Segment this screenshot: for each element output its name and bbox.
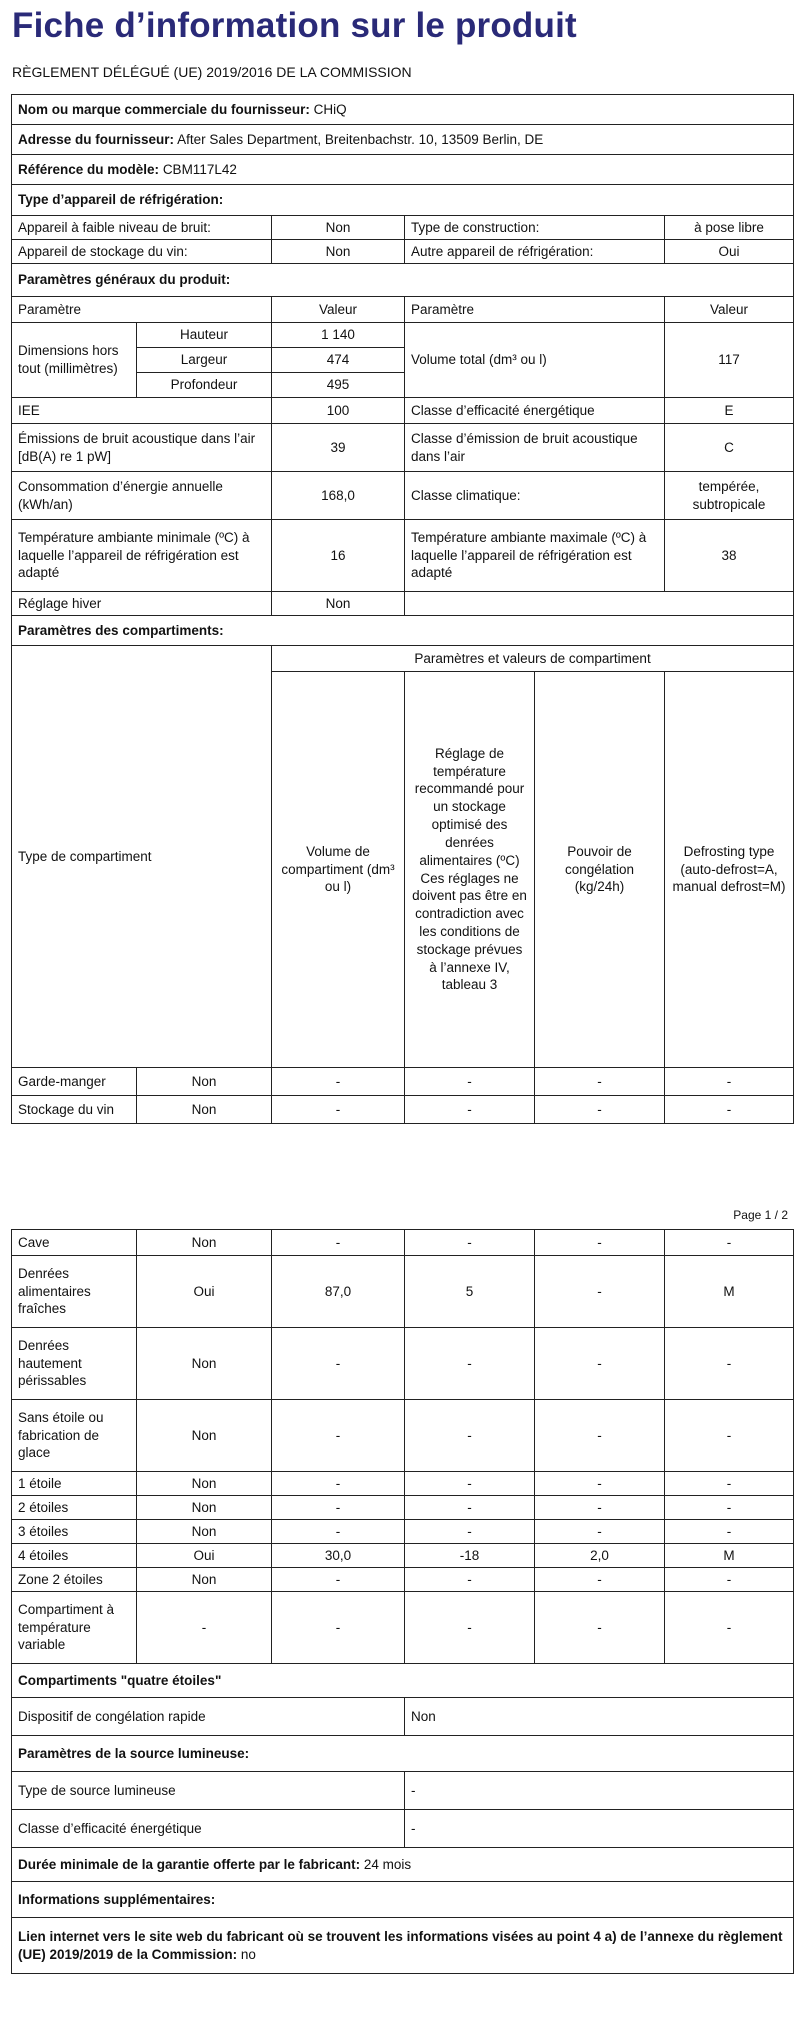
guarantee-label: Durée minimale de la garantie offerte par le fabricant: (18, 1856, 361, 1872)
compartment-name: Sans étoile ou fabrication de glace (12, 1400, 137, 1472)
compartment-present: Non (137, 1068, 272, 1096)
link-row (12, 1918, 794, 1974)
compartment-temp: - (405, 1328, 535, 1400)
compartment-row (12, 1472, 794, 1496)
compartment-temp: - (405, 1096, 535, 1124)
address-value: After Sales Department, Breitenbachstr. 10, 13509 Berlin, DE (177, 131, 544, 147)
winter-value: Non (272, 592, 405, 616)
noise-class-label: Classe d’émission de bruit acoustique dans l’air (405, 424, 665, 472)
regulation-subtitle: RÈGLEMENT DÉLÉGUÉ (UE) 2019/2016 DE LA COMMISSION (12, 64, 412, 80)
energy-class-label: Classe d’efficacité énergétique (405, 398, 665, 424)
light-class-label: Classe d’efficacité énergétique (12, 1810, 405, 1848)
volume-value: 117 (665, 323, 794, 398)
supplier-label: Nom ou marque commerciale du fournisseur: (18, 101, 310, 117)
compartment-freeze: - (535, 1400, 665, 1472)
compartment-freeze: - (535, 1568, 665, 1592)
additional-heading-row (12, 1882, 794, 1918)
compartment-freeze: - (535, 1068, 665, 1096)
model-value: CBM117L42 (162, 161, 237, 177)
appliance-type-heading-row (12, 185, 794, 216)
consumption-label: Consommation d’énergie annuelle (kWh/an) (12, 472, 272, 520)
compartment-row (12, 1328, 794, 1400)
compartment-volume: 87,0 (272, 1256, 405, 1328)
compartment-temp: 5 (405, 1256, 535, 1328)
general-header-row (12, 297, 794, 323)
noise-label: Émissions de bruit acoustique dans l’air [dB(A) re 1 pW] (12, 424, 272, 472)
compartment-temp: - (405, 1068, 535, 1096)
compartment-temp: - (405, 1400, 535, 1472)
noise-row (12, 424, 794, 472)
fast-freeze-value: Non (405, 1698, 794, 1736)
compartment-row (12, 1568, 794, 1592)
energy-class-value: E (665, 398, 794, 424)
compartment-name: 4 étoiles (12, 1544, 137, 1568)
climate-value: tempérée, subtropicale (665, 472, 794, 520)
compartment-present: Non (137, 1496, 272, 1520)
compartment-freeze: - (535, 1096, 665, 1124)
product-info-table-page2 (11, 1229, 794, 1974)
compartment-temp: - (405, 1520, 535, 1544)
compartment-present: Oui (137, 1544, 272, 1568)
compartment-name: Garde-manger (12, 1068, 137, 1096)
guarantee-value: 24 mois (363, 1856, 412, 1872)
max-temp-value: 38 (665, 520, 794, 592)
compartment-defrost: - (665, 1472, 794, 1496)
compartment-name: Denrées alimentaires fraîches (12, 1256, 137, 1328)
compartment-row (12, 1544, 794, 1568)
supplier-value: CHiQ (313, 101, 347, 117)
compartment-defrost: M (665, 1544, 794, 1568)
light-type-value: - (405, 1772, 794, 1810)
consumption-value: 168,0 (272, 472, 405, 520)
guarantee-row (12, 1848, 794, 1882)
compartment-defrost-header: Defrosting type (auto-defrost=A, manual defrost=M) (665, 672, 794, 1068)
compartment-rows-page2 (12, 1230, 794, 1664)
low-noise-row (12, 216, 794, 240)
noise-value: 39 (272, 424, 405, 472)
compartment-row (12, 1400, 794, 1472)
compartment-group-header: Paramètres et valeurs de compartiment (272, 646, 794, 672)
link-value: no (240, 1946, 256, 1962)
compartment-volume: - (272, 1400, 405, 1472)
param-header-2: Paramètre (405, 297, 665, 323)
other-appliance-label: Autre appareil de réfrigération: (405, 240, 665, 264)
winter-row (12, 592, 794, 616)
compartment-volume: - (272, 1328, 405, 1400)
compartment-defrost: - (665, 1068, 794, 1096)
page-number: Page 1 / 2 (733, 1208, 788, 1222)
iee-label: IEE (12, 398, 272, 424)
compartment-present: Non (137, 1096, 272, 1124)
general-heading-row (12, 264, 794, 297)
compartment-name: 2 étoiles (12, 1496, 137, 1520)
light-heading-row (12, 1736, 794, 1772)
value-header-2: Valeur (665, 297, 794, 323)
height-value: 1 140 (272, 323, 405, 348)
compartment-temp: - (405, 1496, 535, 1520)
low-noise-label: Appareil à faible niveau de bruit: (12, 216, 272, 240)
compartment-defrost: - (665, 1496, 794, 1520)
compartment-row (12, 1230, 794, 1256)
wine-value: Non (272, 240, 405, 264)
compartment-defrost: M (665, 1256, 794, 1328)
climate-label: Classe climatique: (405, 472, 665, 520)
four-star-heading: Compartiments "quatre étoiles" (12, 1664, 794, 1698)
height-row (12, 323, 794, 348)
address-row (12, 125, 794, 155)
compartment-freeze: - (535, 1592, 665, 1664)
wine-row (12, 240, 794, 264)
compartment-volume: - (272, 1230, 405, 1256)
compartment-present: Non (137, 1520, 272, 1544)
low-noise-value: Non (272, 216, 405, 240)
compartment-temp: - (405, 1568, 535, 1592)
compartment-volume: - (272, 1068, 405, 1096)
compartment-name: Denrées hautement périssables (12, 1328, 137, 1400)
light-class-value: - (405, 1810, 794, 1848)
compartment-volume: - (272, 1496, 405, 1520)
iee-value: 100 (272, 398, 405, 424)
iee-row (12, 398, 794, 424)
compartment-defrost: - (665, 1400, 794, 1472)
compartment-volume: - (272, 1520, 405, 1544)
depth-label: Profondeur (137, 373, 272, 398)
consumption-row (12, 472, 794, 520)
compartment-temp-header: Réglage de température recommandé pour un stockage optimisé des denrées alimentaires (ºC) Ces réglages ne doivent pas être en contradiction avec les conditions de stockage prévues à l’annexe IV, tableau 3 (405, 672, 535, 1068)
depth-value: 495 (272, 373, 405, 398)
light-type-label: Type de source lumineuse (12, 1772, 405, 1810)
light-type-row (12, 1772, 794, 1810)
compartment-present: Non (137, 1400, 272, 1472)
compartment-freeze: - (535, 1520, 665, 1544)
value-header: Valeur (272, 297, 405, 323)
volume-label: Volume total (dm³ ou l) (405, 323, 665, 398)
compartment-row (12, 1496, 794, 1520)
light-class-row (12, 1810, 794, 1848)
compartment-defrost: - (665, 1328, 794, 1400)
wine-label: Appareil de stockage du vin: (12, 240, 272, 264)
compartment-freeze: - (535, 1328, 665, 1400)
winter-label: Réglage hiver (12, 592, 272, 616)
compartment-volume: - (272, 1472, 405, 1496)
noise-class-value: C (665, 424, 794, 472)
compartment-temp: - (405, 1230, 535, 1256)
compartment-name: 1 étoile (12, 1472, 137, 1496)
compartment-volume: - (272, 1096, 405, 1124)
compartment-defrost: - (665, 1520, 794, 1544)
link-label: Lien internet vers le site web du fabricant où se trouvent les informations visées au point 4 a) de l’annexe du règlement (UE) 2019/2019 de la Commission: (18, 1928, 783, 1962)
light-heading: Paramètres de la source lumineuse: (12, 1736, 794, 1772)
construction-value: à pose libre (665, 216, 794, 240)
compartment-freeze: - (535, 1496, 665, 1520)
compartment-rows-page1 (12, 1068, 794, 1124)
compartment-name: Compartiment à température variable (12, 1592, 137, 1664)
construction-label: Type de construction: (405, 216, 665, 240)
compartment-row (12, 1096, 794, 1124)
compartment-temp: - (405, 1472, 535, 1496)
compartment-row (12, 1256, 794, 1328)
model-row (12, 155, 794, 185)
temperature-row (12, 520, 794, 592)
compartment-present: Non (137, 1568, 272, 1592)
other-appliance-value: Oui (665, 240, 794, 264)
fast-freeze-row (12, 1698, 794, 1736)
compartment-volume: - (272, 1568, 405, 1592)
compartment-freeze: - (535, 1256, 665, 1328)
compartment-freeze: - (535, 1472, 665, 1496)
compartment-type-header: Type de compartiment (12, 646, 272, 1068)
additional-heading: Informations supplémentaires: (12, 1882, 794, 1918)
compartment-temp: - (405, 1592, 535, 1664)
compartment-row (12, 1068, 794, 1096)
compartment-defrost: - (665, 1230, 794, 1256)
max-temp-label: Température ambiante maximale (ºC) à laquelle l’appareil de réfrigération est adapté (405, 520, 665, 592)
compartment-present: - (137, 1592, 272, 1664)
compartment-freeze-header: Pouvoir de congélation (kg/24h) (535, 672, 665, 1068)
compartment-defrost: - (665, 1592, 794, 1664)
compartment-row (12, 1592, 794, 1664)
min-temp-value: 16 (272, 520, 405, 592)
compartment-row (12, 1520, 794, 1544)
four-star-heading-row (12, 1664, 794, 1698)
supplier-row (12, 95, 794, 125)
compartment-freeze: 2,0 (535, 1544, 665, 1568)
address-label: Adresse du fournisseur: (18, 131, 175, 147)
compartments-heading-row (12, 616, 794, 646)
compartment-name: Stockage du vin (12, 1096, 137, 1124)
compartment-defrost: - (665, 1568, 794, 1592)
compartment-volume-header: Volume de compartiment (dm³ ou l) (272, 672, 405, 1068)
compartment-name: Zone 2 étoiles (12, 1568, 137, 1592)
min-temp-label: Température ambiante minimale (ºC) à laquelle l’appareil de réfrigération est adapté (12, 520, 272, 592)
dimensions-label: Dimensions hors tout (millimètres) (12, 323, 137, 398)
height-label: Hauteur (137, 323, 272, 348)
general-heading: Paramètres généraux du produit: (12, 264, 794, 297)
appliance-type-heading: Type d’appareil de réfrigération: (12, 185, 794, 216)
compartment-freeze: - (535, 1230, 665, 1256)
compartment-volume: 30,0 (272, 1544, 405, 1568)
param-header: Paramètre (12, 297, 272, 323)
page-title: Fiche d’information sur le produit (12, 6, 577, 45)
width-value: 474 (272, 348, 405, 373)
width-label: Largeur (137, 348, 272, 373)
compartment-defrost: - (665, 1096, 794, 1124)
compartment-present: Non (137, 1472, 272, 1496)
compartment-volume: - (272, 1592, 405, 1664)
compartment-name: 3 étoiles (12, 1520, 137, 1544)
compartment-present: Oui (137, 1256, 272, 1328)
compartment-present: Non (137, 1328, 272, 1400)
compartment-name: Cave (12, 1230, 137, 1256)
compartment-group-header-row (12, 646, 794, 672)
compartment-present: Non (137, 1230, 272, 1256)
product-info-table-page1 (11, 94, 794, 1124)
compartment-temp: -18 (405, 1544, 535, 1568)
fast-freeze-label: Dispositif de congélation rapide (12, 1698, 405, 1736)
model-label: Référence du modèle: (18, 161, 160, 177)
compartments-heading: Paramètres des compartiments: (12, 616, 794, 646)
